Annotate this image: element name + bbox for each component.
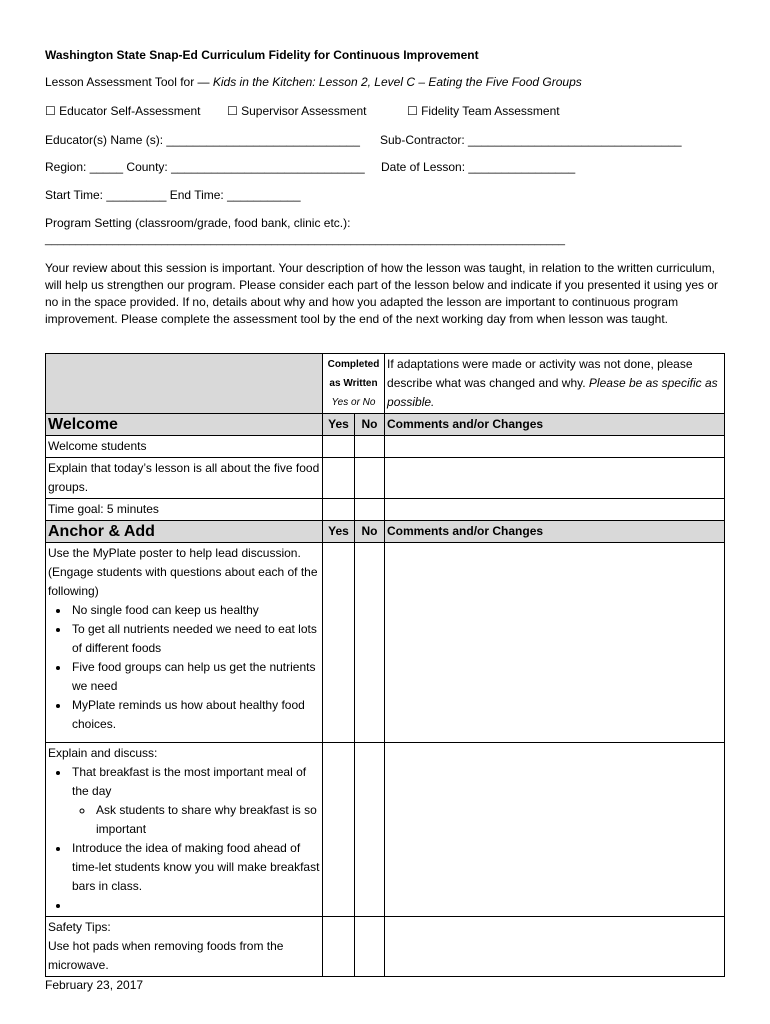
adaptation-note-header [385, 354, 725, 414]
header-blank-cell [46, 354, 323, 414]
comments-cell[interactable] [385, 543, 725, 743]
comments-header: Comments and/or Changes [385, 414, 725, 436]
program-setting-line[interactable]: _____________________________________________________________________________________ [45, 234, 566, 246]
region-county-field[interactable]: Region: _____ County: _____________________________ [45, 160, 365, 174]
no-cell[interactable] [355, 458, 385, 499]
subtitle-prefix: Lesson Assessment Tool for — [45, 75, 213, 89]
table-row [46, 743, 725, 917]
section-title-welcome: Welcome [46, 414, 323, 436]
table-row [46, 499, 725, 521]
adaptation-note-italic: Please be as specific as possible. [387, 376, 718, 409]
explain-bullets [48, 763, 320, 915]
activity-cell: Time goal: 5 minutes [46, 499, 323, 521]
table-row [46, 436, 725, 458]
no-header: No [355, 521, 385, 543]
no-cell[interactable] [355, 436, 385, 458]
yes-header: Yes [323, 521, 355, 543]
activity-cell: Explain that today’s lesson is all about the five food groups. [46, 458, 323, 499]
comments-header: Comments and/or Changes [385, 521, 725, 543]
activity-cell: Welcome students [46, 436, 323, 458]
list-item-text: That breakfast is the most important meal of the day [72, 765, 307, 798]
section-row-anchor-add [46, 521, 725, 543]
yes-or-no-label: Yes or No [331, 397, 376, 408]
comments-cell[interactable] [385, 917, 725, 977]
no-cell[interactable] [355, 543, 385, 743]
no-cell[interactable] [355, 743, 385, 917]
yes-header: Yes [323, 414, 355, 436]
comments-cell[interactable] [385, 499, 725, 521]
yes-cell[interactable] [323, 436, 355, 458]
activity-cell [46, 543, 323, 743]
educator-name-field[interactable]: Educator(s) Name (s): _____________________________ [45, 133, 360, 147]
table-row [46, 543, 725, 743]
checkbox-label: Educator Self-Assessment [59, 104, 201, 118]
adaptation-note: If adaptations were made or activity was not done, please describe what was changed and why. [387, 357, 693, 390]
safety-text: Use hot pads when removing foods from the microwave. [48, 939, 284, 972]
lesson-name: Kids in the Kitchen: Lesson 2, Level C – Eating the Five Food Groups [212, 75, 582, 89]
checkbox-label: Supervisor Assessment [241, 104, 367, 118]
comments-cell[interactable] [385, 436, 725, 458]
program-setting-label: Program Setting (classroom/grade, food bank, clinic etc.): [45, 216, 351, 230]
checkbox-fidelity-team-assessment[interactable]: ☐ Fidelity Team Assessment [407, 104, 560, 118]
yes-cell[interactable] [323, 543, 355, 743]
no-cell[interactable] [355, 917, 385, 977]
as-written-label: as Written [329, 378, 378, 389]
no-header: No [355, 414, 385, 436]
table-row [46, 458, 725, 499]
yes-cell[interactable] [323, 743, 355, 917]
completed-label: Completed [327, 359, 380, 370]
list-item: • Introduce the idea of making food ahead of time-let students know you will make breakfast bars in class. [70, 839, 320, 896]
yes-cell[interactable] [323, 917, 355, 977]
table-header-row [46, 354, 725, 414]
list-item [70, 763, 320, 839]
checkbox-label: Fidelity Team Assessment [421, 104, 560, 118]
form-title: Washington State Snap-Ed Curriculum Fidelity for Continuous Improvement [45, 48, 479, 62]
assessment-type-row [45, 104, 201, 118]
section-title-anchor-add: Anchor & Add [46, 521, 323, 543]
list-item: • No single food can keep us healthy [70, 601, 320, 620]
checkbox-self-assessment[interactable]: ☐ Educator Self-Assessment [45, 104, 201, 118]
time-fields[interactable]: Start Time: _________ End Time: ___________ [45, 188, 301, 202]
list-item: ◦ Ask students to share why breakfast is so important [94, 801, 320, 839]
section-row-welcome [46, 414, 725, 436]
form-subtitle [45, 75, 582, 89]
instructions-paragraph: Your review about this session is important. Your description of how the lesson was taught, in relation to the written curriculum, will help us strengthen our program. Please consider each part of the lesson below and indicate if you presented it using yes or no in the space provided. If no, details about why and how you adapted the lesson are important to continuous program improvement. Please complete the assessment tool by the end of the next working day from when lesson was taught. [45, 261, 719, 326]
sub-bullets [72, 801, 320, 839]
yes-cell[interactable] [323, 499, 355, 521]
myplate-intro: Use the MyPlate poster to help lead discussion. (Engage students with questions about each of the following) [48, 546, 318, 598]
subcontractor-field[interactable]: Sub-Contractor: ________________________________ [380, 133, 682, 147]
yes-cell[interactable] [323, 458, 355, 499]
fidelity-table [45, 353, 725, 977]
comments-cell[interactable] [385, 743, 725, 917]
completed-header [323, 354, 385, 414]
explain-title: Explain and discuss: [48, 746, 158, 760]
checkbox-supervisor-assessment[interactable]: ☐ Supervisor Assessment [227, 104, 367, 118]
activity-cell [46, 917, 323, 977]
list-item [70, 896, 320, 915]
footer-date: February 23, 2017 [45, 978, 144, 992]
comments-cell[interactable] [385, 458, 725, 499]
no-cell[interactable] [355, 499, 385, 521]
list-item: • MyPlate reminds us how about healthy food choices. [70, 696, 320, 734]
myplate-bullets [48, 601, 320, 734]
list-item: • To get all nutrients needed we need to eat lots of different foods [70, 620, 320, 658]
table-row [46, 917, 725, 977]
list-item: • Five food groups can help us get the nutrients we need [70, 658, 320, 696]
safety-title: Safety Tips: [48, 920, 111, 934]
lesson-date-field[interactable]: Date of Lesson: ________________ [381, 160, 576, 174]
activity-cell [46, 743, 323, 917]
